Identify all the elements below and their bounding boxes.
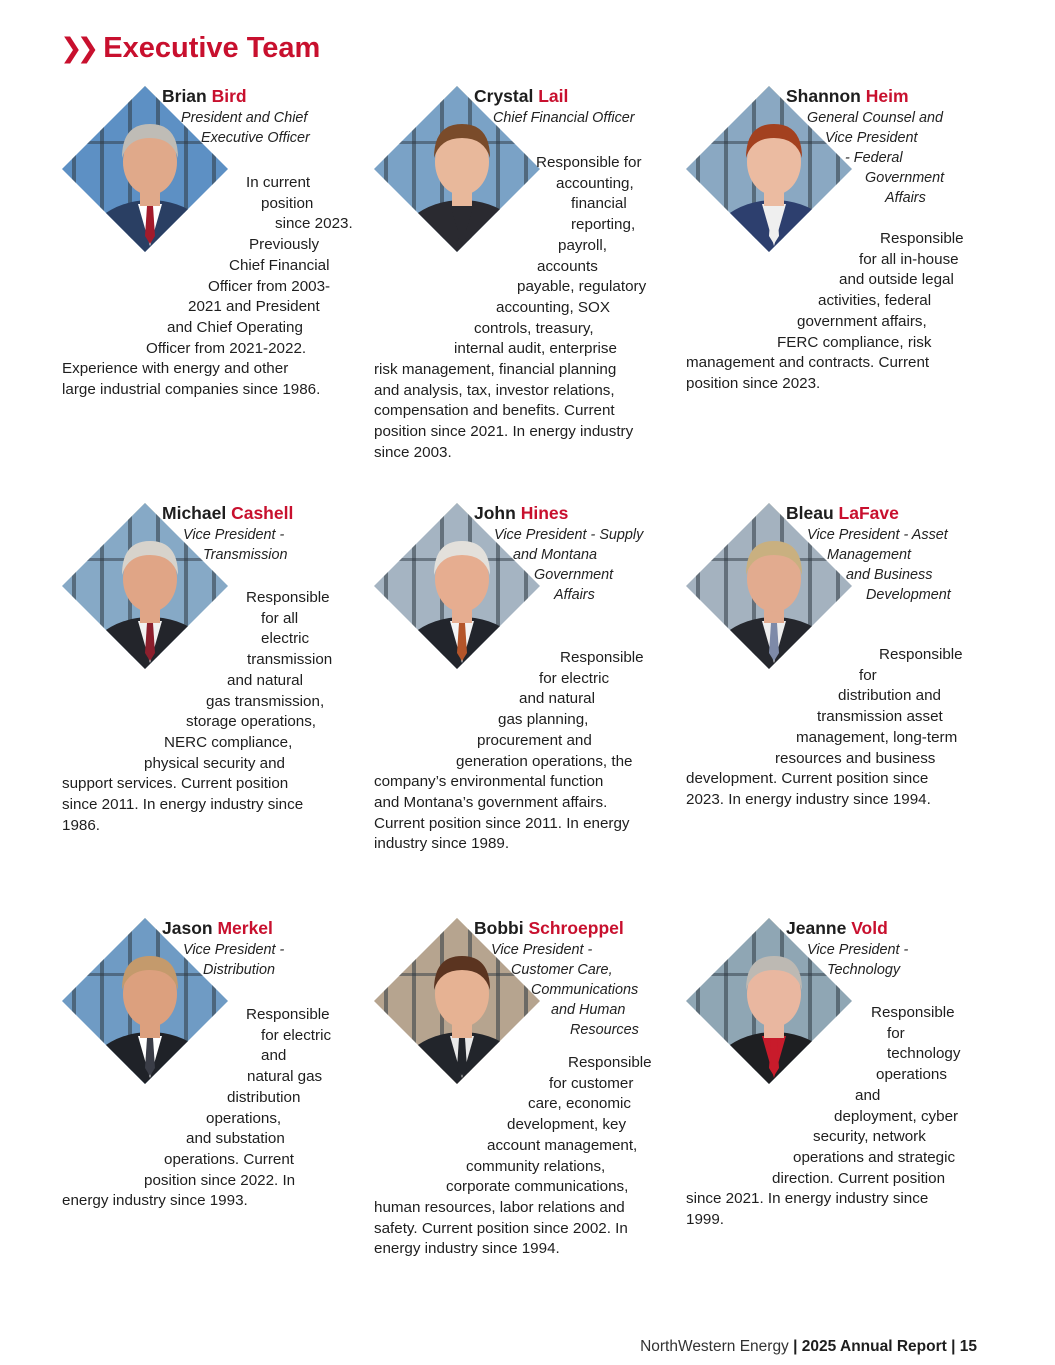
executive-bio-line: direction. Current position bbox=[772, 1169, 946, 1187]
executive-bio-line: 2023. In energy industry since 1994. bbox=[686, 790, 931, 808]
executive-bio-line: NERC compliance, bbox=[164, 733, 293, 751]
executive-first-name: Crystal bbox=[474, 86, 534, 106]
executive-bio-line: In current bbox=[246, 174, 311, 191]
executive-title-line: Development bbox=[866, 587, 951, 603]
executive-bio-line: for bbox=[859, 666, 877, 684]
executive-last-name: Hines bbox=[520, 503, 569, 523]
executive-last-name: Bird bbox=[211, 86, 247, 106]
executive-bio-line: and analysis, tax, investor relations, bbox=[374, 381, 615, 399]
executive-first-name: Shannon bbox=[786, 86, 861, 106]
executive-bio-line: distribution and bbox=[838, 687, 942, 705]
footer-sep-1: | bbox=[793, 1338, 798, 1355]
executive-bio-line: operations, bbox=[206, 1109, 282, 1127]
executive-bio-line: payable, regulatory bbox=[517, 278, 647, 296]
executive-bio-line: deployment, cyber bbox=[834, 1107, 959, 1125]
executive-bio-line: corporate communications, bbox=[446, 1178, 629, 1196]
executive-bio-line: and outside legal bbox=[839, 271, 954, 289]
executive-first-name: Bleau bbox=[786, 503, 834, 523]
executive-title-line: and Montana bbox=[513, 547, 598, 563]
executive-bio-line: Experience with energy and other bbox=[62, 360, 289, 378]
executive-bio-line: since 2023. bbox=[275, 215, 353, 233]
page-title bbox=[60, 32, 320, 65]
executive-first-name: Jason bbox=[162, 918, 213, 938]
executive-bio-line: community relations, bbox=[466, 1157, 606, 1175]
executive-title-line: President and Chief bbox=[181, 110, 308, 126]
executive-bio-line: care, economic bbox=[528, 1095, 631, 1113]
executive-bio-line: for electric bbox=[539, 669, 610, 687]
executive-bio-line: since 2003. bbox=[374, 443, 452, 461]
executive-bio-line: gas transmission, bbox=[206, 692, 325, 710]
executive-bio-line: company’s environmental function bbox=[374, 773, 604, 791]
executive-title-line: Affairs bbox=[885, 190, 926, 206]
executive-bio-line: position since 2021. In energy industry bbox=[374, 423, 634, 441]
executive-bio-line: operations and strategic bbox=[793, 1148, 956, 1166]
executive-bio-line: security, network bbox=[813, 1128, 926, 1146]
executive-bio-line: and bbox=[855, 1086, 881, 1104]
executive-title-line: Affairs bbox=[554, 587, 595, 603]
executive-title-line: Technology bbox=[827, 962, 901, 978]
executive-bio-line: transmission asset bbox=[817, 708, 943, 726]
executive-bio-line: energy industry since 1994. bbox=[374, 1240, 560, 1258]
executive-title-line: Customer Care, bbox=[511, 962, 613, 978]
executive-bio-line: Officer from 2003- bbox=[208, 277, 331, 295]
executive-bio-line: 1999. bbox=[686, 1211, 725, 1228]
footer-report: 2025 Annual Report bbox=[801, 1338, 947, 1355]
footer-page-number: 15 bbox=[959, 1338, 977, 1355]
executive-bio-line: operations. Current bbox=[164, 1150, 295, 1168]
footer-sep-2: | bbox=[951, 1338, 956, 1355]
executive-name bbox=[162, 918, 273, 939]
executive-bio-line: generation operations, the bbox=[456, 752, 633, 770]
executive-name bbox=[786, 918, 888, 939]
executive-bio-line: procurement and bbox=[477, 731, 592, 749]
executive-name bbox=[474, 918, 624, 939]
executive-title-line: Communications bbox=[531, 982, 639, 998]
executive-bio-line: and natural bbox=[227, 671, 303, 689]
executive-bio-line: accounts bbox=[537, 257, 598, 275]
executive-bio-line: Responsible bbox=[246, 1006, 330, 1023]
executive-first-name: John bbox=[474, 503, 516, 523]
executive-title-line: Government bbox=[865, 170, 945, 186]
executive-bio-line: for all bbox=[261, 609, 299, 627]
executive-title-line: Distribution bbox=[203, 962, 275, 978]
executive-bio-line: for bbox=[887, 1024, 905, 1042]
executive-first-name: Brian bbox=[162, 86, 207, 106]
executive-title-line: Executive Officer bbox=[201, 130, 310, 146]
executive-title-line: Vice President - bbox=[807, 942, 909, 958]
executive-title-line: Vice President - bbox=[183, 942, 285, 958]
executive-first-name: Bobbi bbox=[474, 918, 524, 938]
double-chevron-right-icon: ❯❯ bbox=[60, 33, 94, 63]
executive-bio-line: 1986. bbox=[62, 816, 101, 834]
executive-bio-line: Responsible bbox=[879, 646, 963, 663]
executive-bio-line: Responsible bbox=[880, 230, 964, 247]
executive-last-name: Cashell bbox=[231, 503, 294, 523]
executive-last-name: LaFave bbox=[838, 503, 899, 523]
executive-bio-line: controls, treasury, bbox=[474, 319, 594, 337]
executive-bio-line: position since 2022. In bbox=[144, 1171, 296, 1189]
executive-bio-line: FERC compliance, risk bbox=[777, 333, 932, 351]
executive-bio-line: since 2011. In energy industry since bbox=[62, 796, 304, 813]
executive-title-line: Vice President - Asset bbox=[807, 527, 948, 543]
executive-bio-line: gas planning, bbox=[498, 711, 589, 729]
executive-bio-line: Responsible bbox=[246, 589, 330, 606]
executive-bio-line: and Montana’s government affairs. bbox=[374, 793, 608, 811]
executive-bio-line: Responsible bbox=[568, 1054, 652, 1071]
executive-bio-line: reporting, bbox=[571, 216, 636, 234]
executive-bio-line: transmission bbox=[247, 651, 333, 669]
executive-bio-line: electric bbox=[261, 630, 310, 648]
executive-bio-line: management, long-term bbox=[796, 728, 958, 746]
executive-name bbox=[786, 503, 899, 524]
page-title-text: Executive Team bbox=[103, 32, 321, 64]
executive-last-name: Schroeppel bbox=[528, 918, 624, 938]
executive-title-line: Vice President - bbox=[183, 527, 285, 543]
executive-bio-line: financial bbox=[571, 195, 627, 213]
executive-bio-line: Responsible bbox=[871, 1004, 955, 1021]
executive-name bbox=[786, 86, 909, 107]
executive-bio-line: human resources, labor relations and bbox=[374, 1198, 625, 1216]
executive-bio-line: payroll, bbox=[558, 236, 607, 254]
executive-bio-line: Responsible bbox=[560, 649, 644, 666]
executive-bio-line: and Chief Operating bbox=[167, 318, 303, 336]
executive-name bbox=[474, 503, 568, 524]
executive-bio-line: and substation bbox=[186, 1130, 285, 1148]
executive-bio-line: operations bbox=[876, 1066, 947, 1084]
executive-bio-line: accounting, bbox=[556, 174, 634, 192]
executive-bio-line: accounting, SOX bbox=[496, 298, 610, 316]
executive-bio-line: 2021 and President bbox=[188, 298, 320, 316]
executive-bio-line: Current position since 2011. In energy bbox=[374, 814, 630, 832]
executive-bio-line: Responsible for bbox=[536, 154, 642, 171]
executive-bio-line: compensation and benefits. Current bbox=[374, 402, 615, 420]
executive-bio-line: Previously bbox=[249, 236, 320, 254]
executive-last-name: Vold bbox=[851, 918, 888, 938]
executive-bio-line: internal audit, enterprise bbox=[454, 340, 617, 358]
executive-title-line: Chief Financial Officer bbox=[493, 110, 635, 126]
executive-bio-line: technology bbox=[887, 1045, 961, 1063]
executive-last-name: Heim bbox=[865, 86, 909, 106]
executive-bio-line: Chief Financial bbox=[229, 256, 330, 274]
page-footer bbox=[640, 1338, 977, 1356]
executive-bio-line: government affairs, bbox=[797, 312, 927, 330]
executive-last-name: Lail bbox=[538, 86, 569, 106]
executive-title-line: Resources bbox=[570, 1022, 639, 1038]
executive-bio-line: for electric bbox=[261, 1026, 332, 1044]
executive-bio-line: and natural bbox=[519, 690, 595, 708]
executive-title-line: Management bbox=[827, 547, 911, 563]
footer-company: NorthWestern Energy bbox=[640, 1338, 789, 1355]
executive-title-line: and Business bbox=[846, 567, 933, 583]
executive-title-line: Government bbox=[534, 567, 614, 583]
executive-bio-line: energy industry since 1993. bbox=[62, 1192, 248, 1210]
executive-first-name: Jeanne bbox=[786, 918, 847, 938]
executive-title-line: Vice President - Supply bbox=[494, 527, 644, 543]
executive-bio-line: support services. Current position bbox=[62, 775, 289, 793]
executive-bio-line: for customer bbox=[549, 1074, 634, 1092]
executive-name bbox=[162, 86, 247, 107]
executive-title-line: and Human bbox=[551, 1002, 626, 1018]
executive-title-line: Transmission bbox=[203, 547, 288, 563]
executive-bio-line: and bbox=[261, 1047, 287, 1065]
executive-last-name: Merkel bbox=[217, 918, 273, 938]
executive-title-line: Vice President - bbox=[491, 942, 593, 958]
executive-bio-line: development. Current position since bbox=[686, 770, 929, 788]
executive-bio-line: position bbox=[261, 194, 314, 212]
executive-bio-line: since 2021. In energy industry since bbox=[686, 1190, 929, 1208]
executive-title-line: - Federal bbox=[845, 150, 903, 166]
executive-bio-line: natural gas bbox=[247, 1068, 323, 1086]
executive-name bbox=[474, 86, 568, 107]
executive-bio-line: development, key bbox=[507, 1116, 627, 1134]
executive-bio-line: resources and business bbox=[775, 749, 936, 767]
executive-bio-line: management and contracts. Current bbox=[686, 354, 930, 372]
executive-bio-line: position since 2023. bbox=[686, 374, 821, 392]
executive-bio-line: physical security and bbox=[144, 754, 285, 772]
executive-bio-line: distribution bbox=[227, 1088, 301, 1106]
executive-bio-line: industry since 1989. bbox=[374, 835, 510, 853]
executive-bio-line: large industrial companies since 1986. bbox=[62, 381, 321, 398]
executive-title-line: Vice President bbox=[825, 130, 918, 146]
executive-bio-line: for all in-house bbox=[859, 250, 959, 268]
executive-bio-line: Officer from 2021-2022. bbox=[146, 339, 307, 357]
executive-bio-line: safety. Current position since 2002. In bbox=[374, 1219, 628, 1237]
executive-name bbox=[162, 503, 293, 524]
executive-bio-line: risk management, financial planning bbox=[374, 361, 617, 378]
executive-bio-line: storage operations, bbox=[186, 713, 317, 731]
executive-bio-line: activities, federal bbox=[818, 292, 932, 310]
executive-first-name: Michael bbox=[162, 503, 227, 523]
executive-title-line: General Counsel and bbox=[807, 110, 944, 126]
executive-bio-line: account management, bbox=[487, 1136, 638, 1154]
